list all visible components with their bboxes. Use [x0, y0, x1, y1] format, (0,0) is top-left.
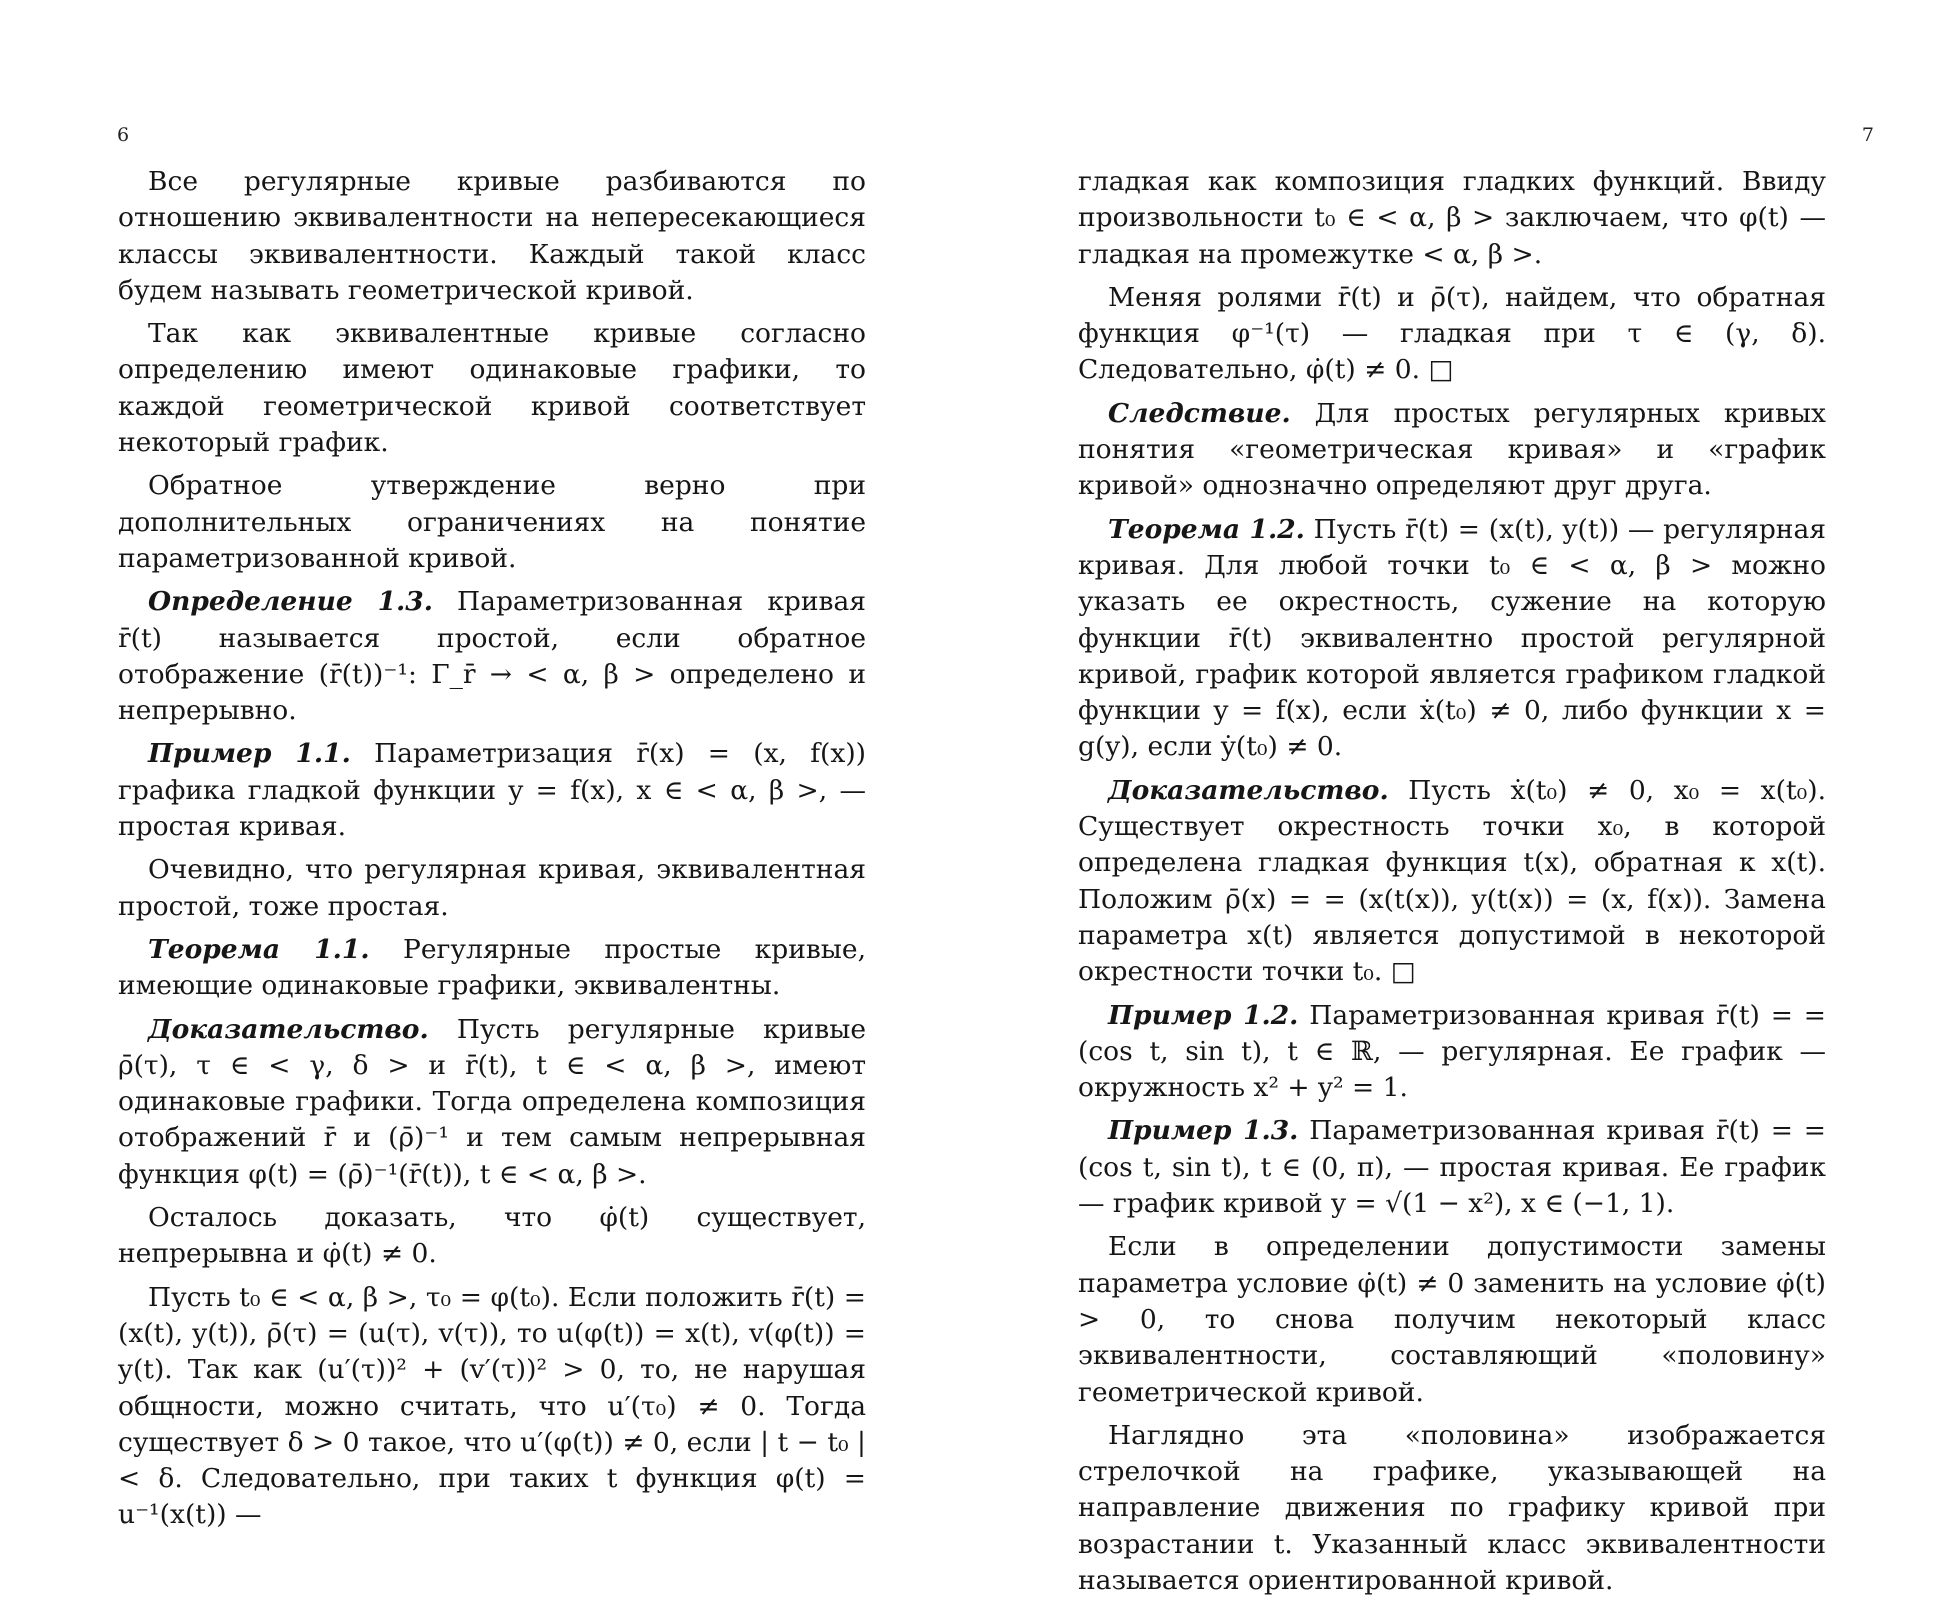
paragraph-text: Очевидно, что регулярная кривая, эквивалентная простой, тоже простая.: [118, 854, 866, 922]
right-page: [968, 0, 1936, 1596]
paragraph-text: Для простых регулярных кривых понятия «геометрическая кривая» и «график кривой» однозначно определяют друг друга.: [1078, 397, 1826, 502]
paragraph-text: Обратное утверждение верно при дополнительных ограничениях на понятие параметризованной кривой.: [118, 470, 866, 574]
paragraph: [1078, 280, 1826, 389]
paragraph-text: Регулярные простые кривые, имеющие одинаковые графики, эквивалентны.: [118, 933, 866, 1002]
paragraph-text: Наглядно эта «половина» изображается стрелочкой на графике, указывающей на направление движения по графику кривой при возрастании t. Указанный класс эквивалентности называется ориентированной кривой.: [1078, 1419, 1826, 1596]
paragraph: [118, 468, 866, 577]
term-heading: Доказательство.: [1108, 774, 1389, 806]
paragraph: [1078, 773, 1826, 991]
paragraph: [1078, 1418, 1826, 1599]
paragraph: [1078, 1113, 1826, 1222]
term-heading: Пример 1.1.: [148, 738, 351, 770]
term-heading: Пример 1.2.: [1108, 999, 1299, 1031]
paragraph: [118, 932, 866, 1005]
term-heading: Следствие.: [1108, 397, 1291, 429]
paragraph-text: Пусть регулярные кривые ρ̄(τ), τ ∈ < γ, δ > и r̄(t), t ∈ < α, β >, имеют одинаковые графики. Тогда определена композиция отображений r̄ и (ρ̄)⁻¹ и тем самым непрерывная функция φ(t) = (ρ̄)⁻¹(r̄(t)), t ∈ < α, β >.: [118, 1013, 866, 1190]
paragraph-text: Все регулярные кривые разбиваются по отношению эквивалентности на непересекающиеся классы эквивалентности. Каждый такой класс будем называть геометрической кривой.: [118, 166, 866, 306]
page-number: 7: [1861, 124, 1874, 146]
term-heading: Доказательство.: [148, 1013, 429, 1045]
paragraph: [118, 1012, 866, 1193]
term-heading: Теорема 1.2.: [1108, 513, 1305, 545]
paragraph-text: Пусть ẋ(t₀) ≠ 0, x₀ = x(t₀). Существует окрестность точки x₀, в которой определена гладкая функция t(x), обратная к x(t). Положим ρ̄(x) = = (x(t(x)), y(t(x)) = (x, f(x)). Замена параметра x(t) является допустимой в некоторой окрестности точки t₀. □: [1078, 774, 1826, 988]
paragraph-text: Параметризованная кривая r̄(t) = = (cos t, sin t), t ∈ (0, π), — простая кривая. Ее график — график кривой y = √(1 − x²), x ∈ (−1, 1).: [1078, 1115, 1826, 1220]
paragraph-text: Меняя ролями r̄(t) и ρ̄(τ), найдем, что обратная функция φ⁻¹(τ) — гладкая при τ ∈ (γ, δ). Следовательно, φ̇(t) ≠ 0. □: [1078, 281, 1826, 386]
paragraph: [118, 736, 866, 845]
term-heading: Теорема 1.1.: [148, 933, 370, 965]
term-heading: Пример 1.3.: [1108, 1115, 1299, 1147]
paragraph-text: Параметризованная кривая r̄(t) = = (cos t, sin t), t ∈ ℝ, — регулярная. Ее график — окружность x² + y² = 1.: [1078, 999, 1826, 1104]
paragraph: [118, 584, 866, 729]
paragraph: [1078, 1229, 1826, 1410]
paragraph-text: Пусть r̄(t) = (x(t), y(t)) — регулярная кривая. Для любой точки t₀ ∈ < α, β > можно указать ее окрестность, сужение на которую функции r̄(t) эквивалентно простой регулярной кривой, график которой является графиком гладкой функции y = f(x), если ẋ(t₀) ≠ 0, либо функции x = g(y), если ẏ(t₀) ≠ 0.: [1078, 513, 1826, 763]
paragraph-text: Параметризованная кривая r̄(t) называется простой, если обратное отображение (r̄(t))⁻¹: Γ_r̄ → < α, β > определено и непрерывно.: [118, 586, 866, 727]
paragraph-text: Если в определении допустимости замены параметра условие φ̇(t) ≠ 0 заменить на условие φ̇(t) > 0, то снова получим некоторый класс эквивалентности, составляющий «половину» геометрической кривой.: [1078, 1231, 1826, 1408]
page-text: [1078, 164, 1826, 1606]
paragraph: [118, 316, 866, 461]
term-heading: Определение 1.3.: [148, 586, 433, 618]
paragraph: [118, 852, 866, 925]
paragraph-text: Осталось доказать, что φ̇(t) существует, непрерывна и φ̇(t) ≠ 0.: [118, 1202, 866, 1270]
page-number: 6: [117, 124, 130, 146]
left-page: [0, 0, 968, 1568]
paragraph-text: Пусть t₀ ∈ < α, β >, τ₀ = φ(t₀). Если положить r̄(t) = (x(t), y(t)), ρ̄(τ) = (u(τ), v(τ)), то u(φ(t)) = x(t), v(φ(t)) = y(t). Так как (u′(τ))² + (v′(τ))² > 0, то, не нарушая общности, можно считать, что u′(τ₀) ≠ 0. Тогда существует δ > 0 такое, что u′(φ(t)) ≠ 0, если | t − t₀ |< δ. Следовательно, при таких t функция φ(t) = u⁻¹(x(t)) —: [118, 1281, 866, 1531]
paragraph: [1078, 164, 1826, 273]
paragraph-text: гладкая как композиция гладких функций. Ввиду произвольности t₀ ∈ < α, β > заключаем, что φ(t) — гладкая на промежутке < α, β >.: [1078, 166, 1826, 270]
page-text: [118, 164, 866, 1541]
paragraph: [118, 164, 866, 309]
paragraph-text: Параметризация r̄(x) = (x, f(x)) графика гладкой функции y = f(x), x ∈ < α, β >, — простая кривая.: [118, 738, 866, 843]
paragraph-text: Так как эквивалентные кривые согласно определению имеют одинаковые графики, то каждой геометрической кривой соответствует некоторый график.: [118, 318, 866, 459]
paragraph: [118, 1200, 866, 1273]
paragraph: [1078, 998, 1826, 1107]
paragraph: [1078, 512, 1826, 766]
paragraph: [118, 1280, 866, 1534]
paragraph: [1078, 396, 1826, 505]
